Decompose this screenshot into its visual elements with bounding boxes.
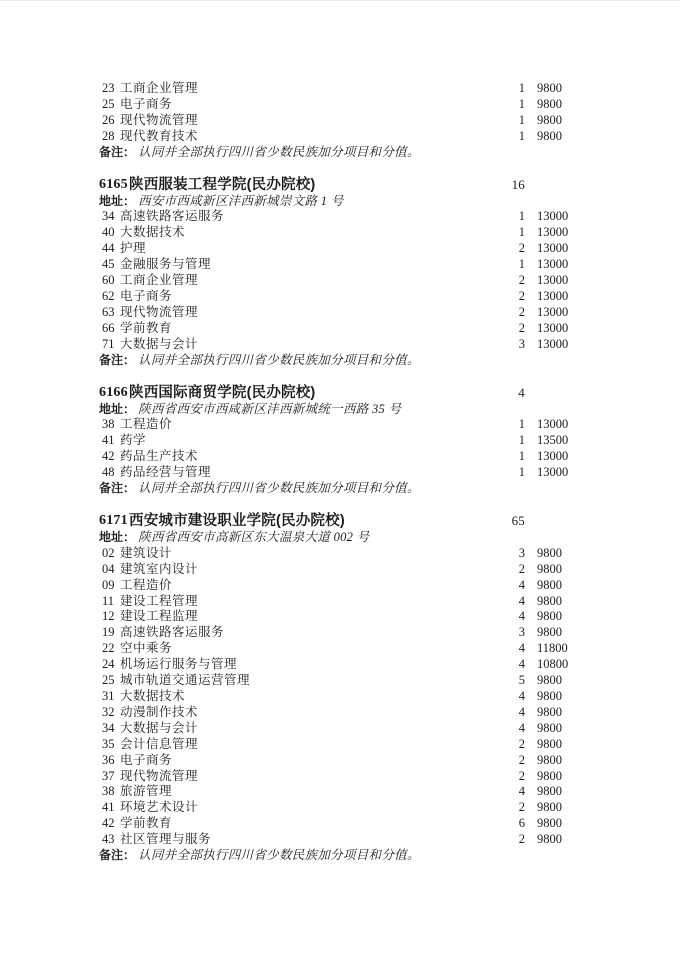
- remark-row: [99, 481, 601, 497]
- major-row: [99, 689, 601, 705]
- school-total-count: 4: [518, 384, 525, 400]
- major-name: 药品经营与管理: [120, 465, 212, 480]
- tuition-fee: 13000: [537, 273, 569, 288]
- plan-count: 2: [518, 736, 525, 751]
- major-code: 25: [102, 96, 115, 111]
- remark-label: 备注：: [99, 481, 136, 496]
- remark-text: 认同并全部执行四川省少数民族加分项目和分值。: [138, 481, 420, 496]
- tuition-fee: 13000: [537, 241, 569, 256]
- major-code: 12: [102, 609, 115, 624]
- school-section: [99, 81, 601, 161]
- major-row: [99, 546, 601, 562]
- plan-count: 4: [518, 704, 525, 719]
- major-row: [99, 113, 601, 129]
- tuition-fee: 10800: [537, 657, 569, 672]
- school-header-spacer: [525, 512, 601, 530]
- major-name: 电子商务: [120, 288, 173, 303]
- plan-count: 1: [518, 465, 525, 480]
- address-label: 地址：: [99, 401, 136, 416]
- major-name: 现代物流管理: [120, 304, 199, 319]
- remark-row: [99, 145, 601, 161]
- tuition-fee: 9800: [537, 673, 562, 688]
- plan-count: 2: [518, 832, 525, 847]
- major-name: 现代物流管理: [120, 768, 199, 783]
- tuition-fee: 13000: [537, 465, 569, 480]
- tuition-fee: 13500: [537, 433, 569, 448]
- major-row: [99, 625, 601, 641]
- major-code: 26: [102, 112, 115, 127]
- major-code: 28: [102, 128, 115, 143]
- tuition-fee: 9800: [537, 832, 562, 847]
- major-code: 71: [102, 336, 115, 351]
- major-list: [99, 209, 601, 352]
- remark-label: 备注：: [99, 352, 136, 367]
- major-row: [99, 129, 601, 145]
- tuition-fee: 9800: [537, 128, 562, 143]
- plan-count: 2: [518, 288, 525, 303]
- plan-count: 2: [518, 304, 525, 319]
- plan-count: 5: [518, 673, 525, 688]
- tuition-fee: 9800: [537, 800, 562, 815]
- major-code: 41: [102, 800, 115, 815]
- major-row: [99, 305, 601, 321]
- major-row: [99, 737, 601, 753]
- major-name: 工程造价: [120, 417, 173, 432]
- plan-count: 2: [518, 241, 525, 256]
- plan-count: 4: [518, 641, 525, 656]
- major-name: 大数据技术: [120, 689, 186, 703]
- major-code: 11: [102, 593, 115, 608]
- tuition-fee: 13000: [537, 288, 569, 303]
- major-code: 42: [102, 449, 115, 464]
- major-code: 22: [102, 641, 115, 656]
- major-name: 金融服务与管理: [120, 257, 212, 272]
- school-name: 陕西服装工程学院(民办院校): [129, 176, 316, 193]
- remark-text: 认同并全部执行四川省少数民族加分项目和分值。: [138, 848, 420, 863]
- major-row: [99, 578, 601, 594]
- school-header-row: [99, 384, 601, 402]
- major-name: 建筑设计: [120, 545, 173, 560]
- remark-row: [99, 353, 601, 369]
- remark-text: 认同并全部执行四川省少数民族加分项目和分值。: [138, 144, 420, 159]
- major-code: 35: [102, 736, 115, 751]
- school-header-row: [99, 176, 601, 194]
- major-name: 大数据与会计: [120, 336, 199, 351]
- plan-count: 1: [518, 433, 525, 448]
- major-name: 现代物流管理: [120, 112, 199, 127]
- tuition-fee: 9800: [537, 561, 562, 576]
- major-row: [99, 784, 601, 800]
- major-code: 34: [102, 720, 115, 735]
- major-row: [99, 241, 601, 257]
- major-name: 空中乘务: [120, 641, 173, 656]
- plan-count: 1: [518, 225, 525, 240]
- school-total-count: 65: [511, 512, 525, 528]
- major-list: [99, 417, 601, 481]
- plan-count: 4: [518, 657, 525, 672]
- major-row: [99, 81, 601, 97]
- major-name: 电子商务: [120, 96, 173, 111]
- plan-count: 2: [518, 800, 525, 815]
- major-name: 环境艺术设计: [120, 800, 199, 815]
- tuition-fee: 13000: [537, 225, 569, 240]
- major-list: [99, 81, 601, 145]
- major-code: 24: [102, 657, 115, 672]
- major-name: 护理: [120, 241, 147, 256]
- major-name: 建筑室内设计: [120, 561, 199, 576]
- tuition-fee: 9800: [537, 768, 562, 783]
- major-code: 38: [102, 784, 115, 799]
- plan-count: 3: [518, 545, 525, 560]
- major-name: 大数据与会计: [120, 720, 199, 735]
- major-code: 40: [102, 225, 115, 240]
- major-name: 高速铁路客运服务: [120, 625, 225, 640]
- address-text: 西安市西咸新区沣西新城崇文路 1 号: [138, 193, 344, 208]
- remark-label: 备注：: [99, 848, 136, 863]
- major-row: [99, 753, 601, 769]
- major-name: 会计信息管理: [120, 736, 199, 751]
- address-text: 陕西省西安市西咸新区沣西新城统一西路 35 号: [138, 401, 402, 416]
- school-total-count: 16: [511, 176, 525, 192]
- major-row: [99, 225, 601, 241]
- address-label: 地址：: [99, 193, 136, 208]
- major-name: 动漫制作技术: [120, 704, 199, 719]
- major-code: 32: [102, 704, 115, 719]
- major-code: 48: [102, 465, 115, 480]
- tuition-fee: 9800: [537, 689, 562, 703]
- tuition-fee: 13000: [537, 417, 569, 432]
- major-row: [99, 641, 601, 657]
- major-name: 工商企业管理: [120, 273, 199, 288]
- tuition-fee: 9800: [537, 112, 562, 127]
- plan-count: 1: [518, 449, 525, 464]
- plan-count: 2: [518, 320, 525, 335]
- major-code: 23: [102, 81, 115, 95]
- major-name: 电子商务: [120, 752, 173, 767]
- major-name: 机场运行服务与管理: [120, 657, 238, 672]
- plan-count: 1: [518, 417, 525, 432]
- address-label: 地址：: [99, 529, 136, 544]
- major-code: 25: [102, 673, 115, 688]
- major-name: 学前教育: [120, 816, 173, 831]
- major-code: 02: [102, 545, 115, 560]
- major-code: 31: [102, 689, 115, 703]
- major-row: [99, 321, 601, 337]
- tuition-fee: 13000: [537, 320, 569, 335]
- school-header-spacer: [525, 384, 601, 402]
- tuition-fee: 9800: [537, 736, 562, 751]
- major-row: [99, 721, 601, 737]
- major-row: [99, 800, 601, 816]
- plan-count: 1: [518, 128, 525, 143]
- plan-count: 1: [518, 96, 525, 111]
- tuition-fee: 13000: [537, 257, 569, 272]
- tuition-fee: 9800: [537, 704, 562, 719]
- address-text: 陕西省西安市高新区东大温泉大道 002 号: [138, 529, 370, 544]
- tuition-fee: 9800: [537, 625, 562, 640]
- plan-count: 2: [518, 273, 525, 288]
- major-row: [99, 594, 601, 610]
- plan-count: 6: [518, 816, 525, 831]
- tuition-fee: 9800: [537, 96, 562, 111]
- school-header-spacer: [525, 176, 601, 194]
- school-code: 6166: [99, 384, 128, 400]
- major-row: [99, 417, 601, 433]
- school-code: 6165: [99, 176, 128, 192]
- major-code: 41: [102, 433, 115, 448]
- major-name: 药学: [120, 433, 147, 448]
- tuition-fee: 9800: [537, 816, 562, 831]
- major-code: 19: [102, 625, 115, 640]
- major-code: 45: [102, 257, 115, 272]
- tuition-fee: 9800: [537, 577, 562, 592]
- major-code: 60: [102, 273, 115, 288]
- tuition-fee: 9800: [537, 593, 562, 608]
- major-code: 63: [102, 304, 115, 319]
- major-row: [99, 465, 601, 481]
- tuition-fee: 13000: [537, 209, 569, 224]
- address-row: [99, 530, 601, 546]
- major-row: [99, 289, 601, 305]
- major-code: 04: [102, 561, 115, 576]
- plan-count: 2: [518, 561, 525, 576]
- tuition-fee: 9800: [537, 720, 562, 735]
- school-name: 陕西国际商贸学院(民办院校): [129, 384, 316, 401]
- major-row: [99, 449, 601, 465]
- major-code: 36: [102, 752, 115, 767]
- major-row: [99, 673, 601, 689]
- school-section: [99, 384, 601, 497]
- plan-count: 1: [518, 209, 525, 224]
- major-name: 工程造价: [120, 577, 173, 592]
- major-name: 旅游管理: [120, 784, 173, 799]
- major-row: [99, 832, 601, 848]
- major-row: [99, 273, 601, 289]
- major-name: 现代教育技术: [120, 128, 199, 143]
- major-row: [99, 257, 601, 273]
- tuition-fee: 13000: [537, 304, 569, 319]
- major-code: 09: [102, 577, 115, 592]
- school-section: [99, 512, 601, 864]
- major-code: 66: [102, 320, 115, 335]
- major-row: [99, 657, 601, 673]
- major-list: [99, 546, 601, 848]
- tuition-fee: 11800: [537, 641, 568, 656]
- major-code: 38: [102, 417, 115, 432]
- major-row: [99, 609, 601, 625]
- tuition-fee: 9800: [537, 752, 562, 767]
- major-name: 建设工程监理: [120, 609, 199, 624]
- major-name: 建设工程管理: [120, 593, 199, 608]
- major-row: [99, 97, 601, 113]
- remark-row: [99, 848, 601, 864]
- admission-plan-list: [99, 1, 601, 864]
- major-name: 城市轨道交通运营管理: [120, 673, 251, 688]
- tuition-fee: 13000: [537, 449, 569, 464]
- plan-count: 3: [518, 625, 525, 640]
- major-code: 34: [102, 209, 115, 224]
- plan-count: 2: [518, 752, 525, 767]
- major-row: [99, 769, 601, 785]
- major-row: [99, 562, 601, 578]
- major-name: 学前教育: [120, 320, 173, 335]
- tuition-fee: 9800: [537, 784, 562, 799]
- plan-count: 1: [518, 257, 525, 272]
- major-code: 42: [102, 816, 115, 831]
- tuition-fee: 9800: [537, 545, 562, 560]
- address-row: [99, 402, 601, 418]
- major-code: 37: [102, 768, 115, 783]
- major-code: 43: [102, 832, 115, 847]
- major-name: 工商企业管理: [120, 81, 199, 95]
- tuition-fee: 9800: [537, 609, 562, 624]
- tuition-fee: 13000: [537, 336, 569, 351]
- plan-count: 4: [518, 689, 525, 703]
- major-row: [99, 816, 601, 832]
- major-row: [99, 705, 601, 721]
- tuition-fee: 9800: [537, 81, 562, 95]
- major-name: 药品生产技术: [120, 449, 199, 464]
- major-row: [99, 337, 601, 353]
- remark-label: 备注：: [99, 144, 136, 159]
- address-row: [99, 194, 601, 210]
- plan-count: 3: [518, 336, 525, 351]
- major-row: [99, 433, 601, 449]
- major-name: 高速铁路客运服务: [120, 209, 225, 224]
- plan-count: 1: [518, 81, 525, 95]
- school-name: 西安城市建设职业学院(民办院校): [129, 512, 345, 529]
- major-code: 44: [102, 241, 115, 256]
- major-code: 62: [102, 288, 115, 303]
- plan-count: 4: [518, 593, 525, 608]
- school-code: 6171: [99, 512, 128, 528]
- plan-count: 4: [518, 784, 525, 799]
- plan-count: 2: [518, 768, 525, 783]
- major-name: 社区管理与服务: [120, 832, 212, 847]
- school-header-row: [99, 512, 601, 530]
- major-name: 大数据技术: [120, 225, 186, 240]
- plan-count: 4: [518, 609, 525, 624]
- plan-count: 4: [518, 720, 525, 735]
- major-row: [99, 209, 601, 225]
- plan-count: 4: [518, 577, 525, 592]
- school-section: [99, 176, 601, 369]
- plan-count: 1: [518, 112, 525, 127]
- remark-text: 认同并全部执行四川省少数民族加分项目和分值。: [138, 352, 420, 367]
